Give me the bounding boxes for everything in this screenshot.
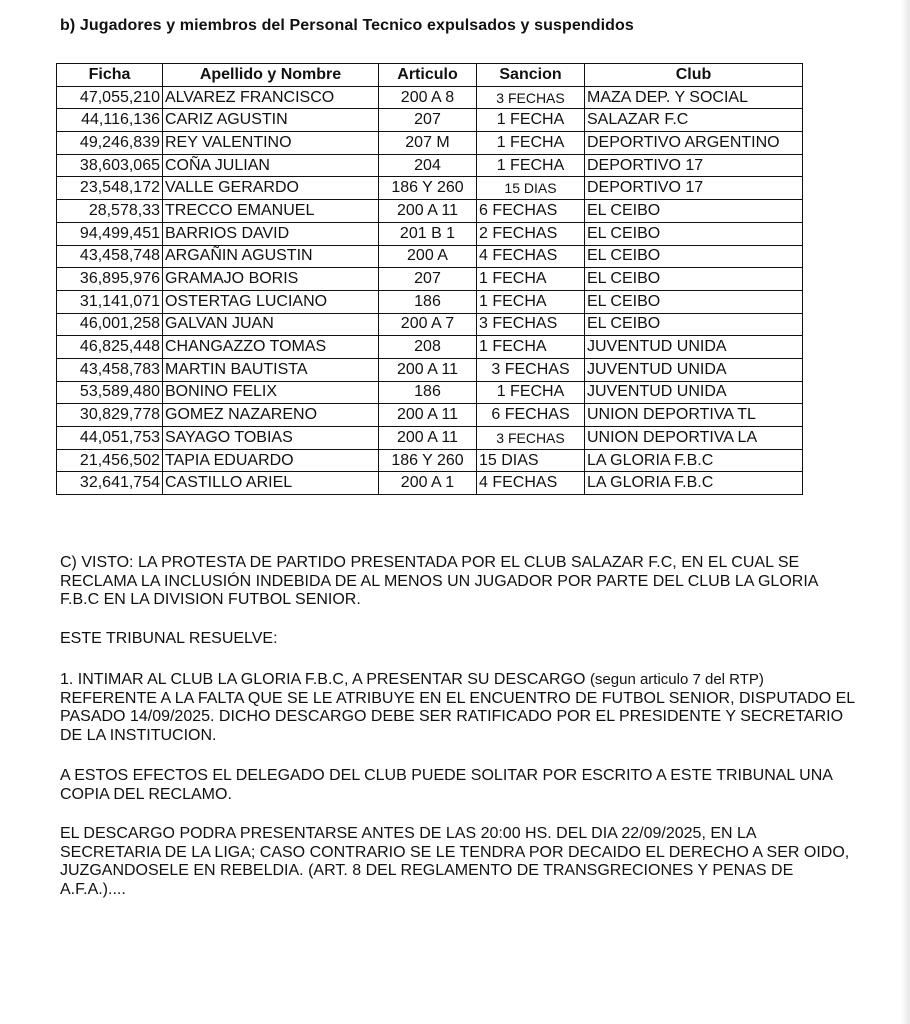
cell-name: ARGAÑIN AGUSTIN — [163, 245, 379, 268]
header-sancion: Sancion — [477, 64, 585, 87]
cell-articulo: 207 — [379, 268, 477, 291]
table-row — [57, 381, 803, 404]
intimar-text-b: REFERENTE A LA FALTA QUE SE LE ATRIBUYE EN EL ENCUENTRO DE FUTBOL SENIOR, DISPUTADO EL PASADO 14/09/2025. DICHO DESCARGO DEBE SER RATIFICADO POR EL PRESIDENTE Y SECRETARIO DE LA INSTITUCION. — [60, 689, 855, 744]
descargo-paragraph: EL DESCARGO PODRA PRESENTARSE ANTES DE LAS 20:00 HS. DEL DIA 22/09/2025, EN LA SECRETARIA DE LA LIGA; CASO CONTRARIO SE LE TENDRA POR DECAIDO EL DERECHO A SER OIDO, JUZGANDOSELE EN REBELDIA. (ART. 8 DEL REGLAMENTO DE TRANSGRECIONES Y PENAS DE A.F.A.).... — [60, 825, 850, 898]
table-row — [57, 404, 803, 427]
cell-articulo: 186 — [379, 381, 477, 404]
cell-club: EL CEIBO — [585, 200, 803, 223]
header-articulo: Articulo — [379, 64, 477, 87]
cell-sancion: 1 FECHA — [477, 336, 585, 359]
intimar-text-a: 1. INTIMAR AL CLUB LA GLORIA F.B.C, A PRESENTAR SU DESCARGO — [60, 671, 590, 688]
cell-name: GALVAN JUAN — [163, 313, 379, 336]
cell-articulo: 200 A — [379, 245, 477, 268]
cell-ficha: 32,641,754 — [57, 472, 163, 495]
cell-ficha: 21,456,502 — [57, 449, 163, 472]
cell-ficha: 53,589,480 — [57, 381, 163, 404]
cell-club: LA GLORIA F.B.C — [585, 449, 803, 472]
cell-club: DEPORTIVO 17 — [585, 154, 803, 177]
cell-sancion: 1 FECHA — [477, 109, 585, 132]
cell-name: COÑA JULIAN — [163, 154, 379, 177]
table-row — [57, 358, 803, 381]
cell-name: SAYAGO TOBIAS — [163, 427, 379, 450]
cell-name: TAPIA EDUARDO — [163, 449, 379, 472]
table-row — [57, 268, 803, 291]
cell-sancion: 1 FECHA — [477, 381, 585, 404]
table-header-row — [57, 64, 803, 87]
cell-sancion: 1 FECHA — [477, 154, 585, 177]
table-row — [57, 427, 803, 450]
cell-sancion: 3 FECHAS — [477, 427, 585, 450]
cell-articulo: 208 — [379, 336, 477, 359]
cell-articulo: 186 Y 260 — [379, 177, 477, 200]
visto-paragraph: C) VISTO: LA PROTESTA DE PARTIDO PRESENTADA POR EL CLUB SALAZAR F.C, EN EL CUAL SE RECLAMA LA INCLUSIÓN INDEBIDA DE AL MENOS UN JUGADOR POR PARTE DEL CLUB LA GLORIA F.B.C EN LA DIVISION FUTBOL SENIOR. — [60, 554, 818, 608]
table-row — [57, 200, 803, 223]
cell-sancion: 3 FECHAS — [477, 313, 585, 336]
cell-name: REY VALENTINO — [163, 132, 379, 155]
cell-ficha: 43,458,748 — [57, 245, 163, 268]
cell-articulo: 207 — [379, 109, 477, 132]
cell-club: EL CEIBO — [585, 268, 803, 291]
table-row — [57, 290, 803, 313]
cell-sancion: 3 FECHAS — [477, 86, 585, 109]
cell-articulo: 201 B 1 — [379, 222, 477, 245]
table-row — [57, 449, 803, 472]
efectos-paragraph: A ESTOS EFECTOS EL DELEGADO DEL CLUB PUEDE SOLITAR POR ESCRITO A ESTE TRIBUNAL UNA COPIA DEL RECLAMO. — [60, 767, 833, 803]
cell-name: BARRIOS DAVID — [163, 222, 379, 245]
cell-club: EL CEIBO — [585, 290, 803, 313]
cell-name: GRAMAJO BORIS — [163, 268, 379, 291]
table-row — [57, 154, 803, 177]
header-ficha: Ficha — [57, 64, 163, 87]
cell-articulo: 186 Y 260 — [379, 449, 477, 472]
cell-ficha: 47,055,210 — [57, 86, 163, 109]
cell-articulo: 200 A 1 — [379, 472, 477, 495]
cell-club: UNION DEPORTIVA LA — [585, 427, 803, 450]
cell-ficha: 23,548,172 — [57, 177, 163, 200]
cell-name: ALVAREZ FRANCISCO — [163, 86, 379, 109]
cell-articulo: 200 A 11 — [379, 404, 477, 427]
table-row — [57, 245, 803, 268]
cell-sancion: 1 FECHA — [477, 290, 585, 313]
cell-articulo: 200 A 11 — [379, 200, 477, 223]
cell-sancion: 2 FECHAS — [477, 222, 585, 245]
cell-club: MAZA DEP. Y SOCIAL — [585, 86, 803, 109]
cell-sancion: 6 FECHAS — [477, 404, 585, 427]
cell-articulo: 200 A 7 — [379, 313, 477, 336]
cell-ficha: 36,895,976 — [57, 268, 163, 291]
cell-name: CASTILLO ARIEL — [163, 472, 379, 495]
cell-sancion: 15 DIAS — [477, 177, 585, 200]
cell-club: EL CEIBO — [585, 313, 803, 336]
cell-articulo: 186 — [379, 290, 477, 313]
cell-name: VALLE GERARDO — [163, 177, 379, 200]
table-row — [57, 109, 803, 132]
table-row — [57, 472, 803, 495]
table-row — [57, 177, 803, 200]
cell-ficha: 30,829,778 — [57, 404, 163, 427]
cell-name: MARTIN BAUTISTA — [163, 358, 379, 381]
cell-sancion: 4 FECHAS — [477, 245, 585, 268]
table-row — [57, 132, 803, 155]
cell-sancion: 3 FECHAS — [477, 358, 585, 381]
cell-articulo: 200 A 11 — [379, 358, 477, 381]
cell-club: DEPORTIVO 17 — [585, 177, 803, 200]
cell-ficha: 49,246,839 — [57, 132, 163, 155]
cell-name: CARIZ AGUSTIN — [163, 109, 379, 132]
cell-articulo: 200 A 8 — [379, 86, 477, 109]
cell-sancion: 6 FECHAS — [477, 200, 585, 223]
table-row — [57, 86, 803, 109]
cell-club: EL CEIBO — [585, 245, 803, 268]
cell-ficha: 44,051,753 — [57, 427, 163, 450]
cell-club: JUVENTUD UNIDA — [585, 358, 803, 381]
cell-name: BONINO FELIX — [163, 381, 379, 404]
cell-sancion: 1 FECHA — [477, 132, 585, 155]
cell-name: TRECCO EMANUEL — [163, 200, 379, 223]
cell-club: JUVENTUD UNIDA — [585, 336, 803, 359]
cell-ficha: 46,001,258 — [57, 313, 163, 336]
cell-articulo: 207 M — [379, 132, 477, 155]
cell-ficha: 43,458,783 — [57, 358, 163, 381]
cell-ficha: 44,116,136 — [57, 109, 163, 132]
cell-club: SALAZAR F.C — [585, 109, 803, 132]
cell-name: CHANGAZZO TOMAS — [163, 336, 379, 359]
cell-club: DEPORTIVO ARGENTINO — [585, 132, 803, 155]
header-apellido-nombre: Apellido y Nombre — [163, 64, 379, 87]
resuelve-heading: ESTE TRIBUNAL RESUELVE: — [60, 630, 278, 647]
cell-ficha: 31,141,071 — [57, 290, 163, 313]
cell-ficha: 46,825,448 — [57, 336, 163, 359]
header-club: Club — [585, 64, 803, 87]
section-title: b) Jugadores y miembros del Personal Tecnico expulsados y suspendidos — [60, 17, 634, 34]
cell-sancion: 4 FECHAS — [477, 472, 585, 495]
intimar-paragraph — [60, 671, 860, 745]
cell-sancion: 1 FECHA — [477, 268, 585, 291]
cell-name: GOMEZ NAZARENO — [163, 404, 379, 427]
cell-ficha: 38,603,065 — [57, 154, 163, 177]
table-row — [57, 313, 803, 336]
cell-club: JUVENTUD UNIDA — [585, 381, 803, 404]
intimar-article-note: (segun articulo 7 del RTP) — [589, 671, 764, 688]
cell-name: OSTERTAG LUCIANO — [163, 290, 379, 313]
table-row — [57, 336, 803, 359]
cell-articulo: 204 — [379, 154, 477, 177]
cell-sancion: 15 DIAS — [477, 449, 585, 472]
table-row — [57, 222, 803, 245]
cell-club: UNION DEPORTIVA TL — [585, 404, 803, 427]
cell-club: LA GLORIA F.B.C — [585, 472, 803, 495]
cell-articulo: 200 A 11 — [379, 427, 477, 450]
sanctions-table — [56, 63, 803, 495]
page-edge — [900, 0, 910, 1024]
cell-club: EL CEIBO — [585, 222, 803, 245]
cell-ficha: 28,578,33 — [57, 200, 163, 223]
cell-ficha: 94,499,451 — [57, 222, 163, 245]
